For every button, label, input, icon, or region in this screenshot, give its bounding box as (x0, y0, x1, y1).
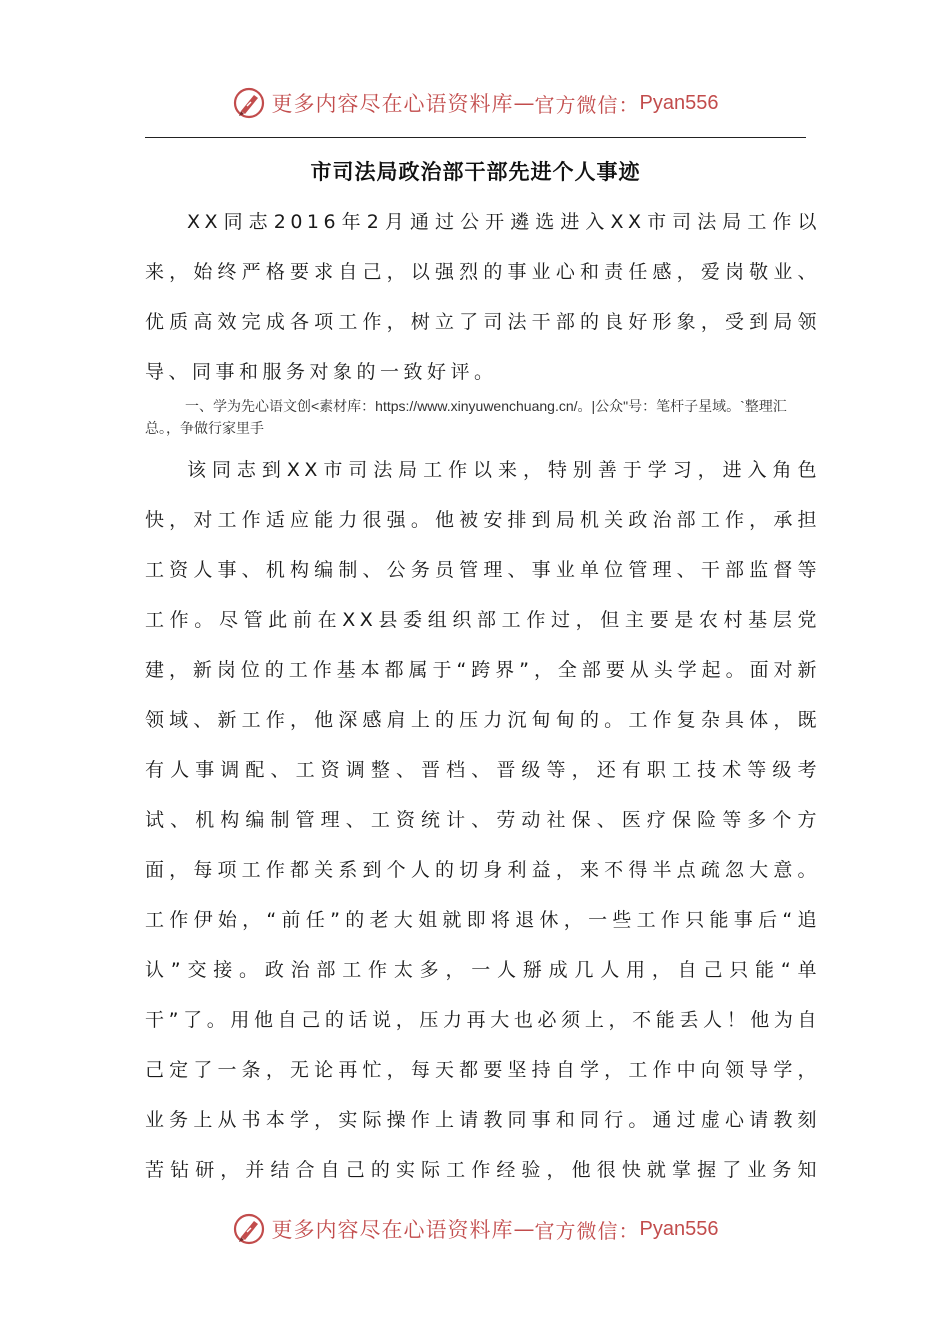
document-title: 市司法局政治部干部先进个人事迹 (310, 159, 641, 184)
banner-wechat-label: 官方微信： (534, 92, 640, 117)
banner-brand-text: 更多内容尽在心语资料库 (271, 1218, 514, 1242)
banner-dash: — (513, 91, 535, 115)
banner-wechat-id: Pyan556 (639, 1217, 719, 1240)
pen-nib-circle-icon (232, 1212, 266, 1246)
header-divider (145, 137, 806, 138)
banner-dash: — (513, 1217, 535, 1241)
source-notice: 一、学为先心语文创<素材库：https://www.xinyuwenchuang.cn/。|公众"号：笔杆子星域。`整理汇总。，争做行家里手 (145, 398, 787, 436)
paragraph-body: 该同志到XX市司法局工作以来，特别善于学习，进入角色快，对工作适应能力很强。他被安排到局机关政治部工作，承担工资人事、机构编制、公务员管理、事业单位管理、干部监督等工作。尽管此前在XX县委组织部工作过，但主要是农村基层党建，新岗位的工作基本都属于“跨界”，全部要从头学起。面对新领域、新工作，他深感肩上的压力沉甸甸的。工作复杂具体，既有人事调配、工资调整、晋档、晋级等，还有职工技术等级考试、机构编制管理、工资统计、劳动社保、医疗保险等多个方面，每项工作都关系到个人的切身利益，来不得半点疏忽大意。工作伊始，“前任”的老大姐就即将退休，一些工作只能事后“追认”交接。政治部工作太多，一人掰成几人用，自己只能“单干”了。用他自己的话说，压力再大也必须上，不能丢人！他为自己定了一条，无论再忙，每天都要坚持自学，工作中向领导学，业务上从书本学，实际操作上请教同事和同行。通过虚心请教刻苦钻研，并结合自己的实际工作经验，他很快就掌握了业务知 (145, 459, 821, 1181)
banner-wechat-label: 官方微信： (534, 1218, 640, 1243)
pen-nib-circle-icon (232, 86, 266, 120)
paragraph-intro: XX同志2016年2月通过公开遴选进入XX市司法局工作以来，始终严格要求自己，以强烈的事业心和责任感，爱岗敬业、优质高效完成各项工作，树立了司法干部的良好形象，受到局领导、同事和服务对象的一致好评。 (145, 211, 821, 383)
banner-wechat-id: Pyan556 (639, 91, 719, 114)
header-banner (0, 83, 950, 123)
banner-brand-text: 更多内容尽在心语资料库 (271, 92, 514, 116)
footer-banner (0, 1209, 950, 1249)
